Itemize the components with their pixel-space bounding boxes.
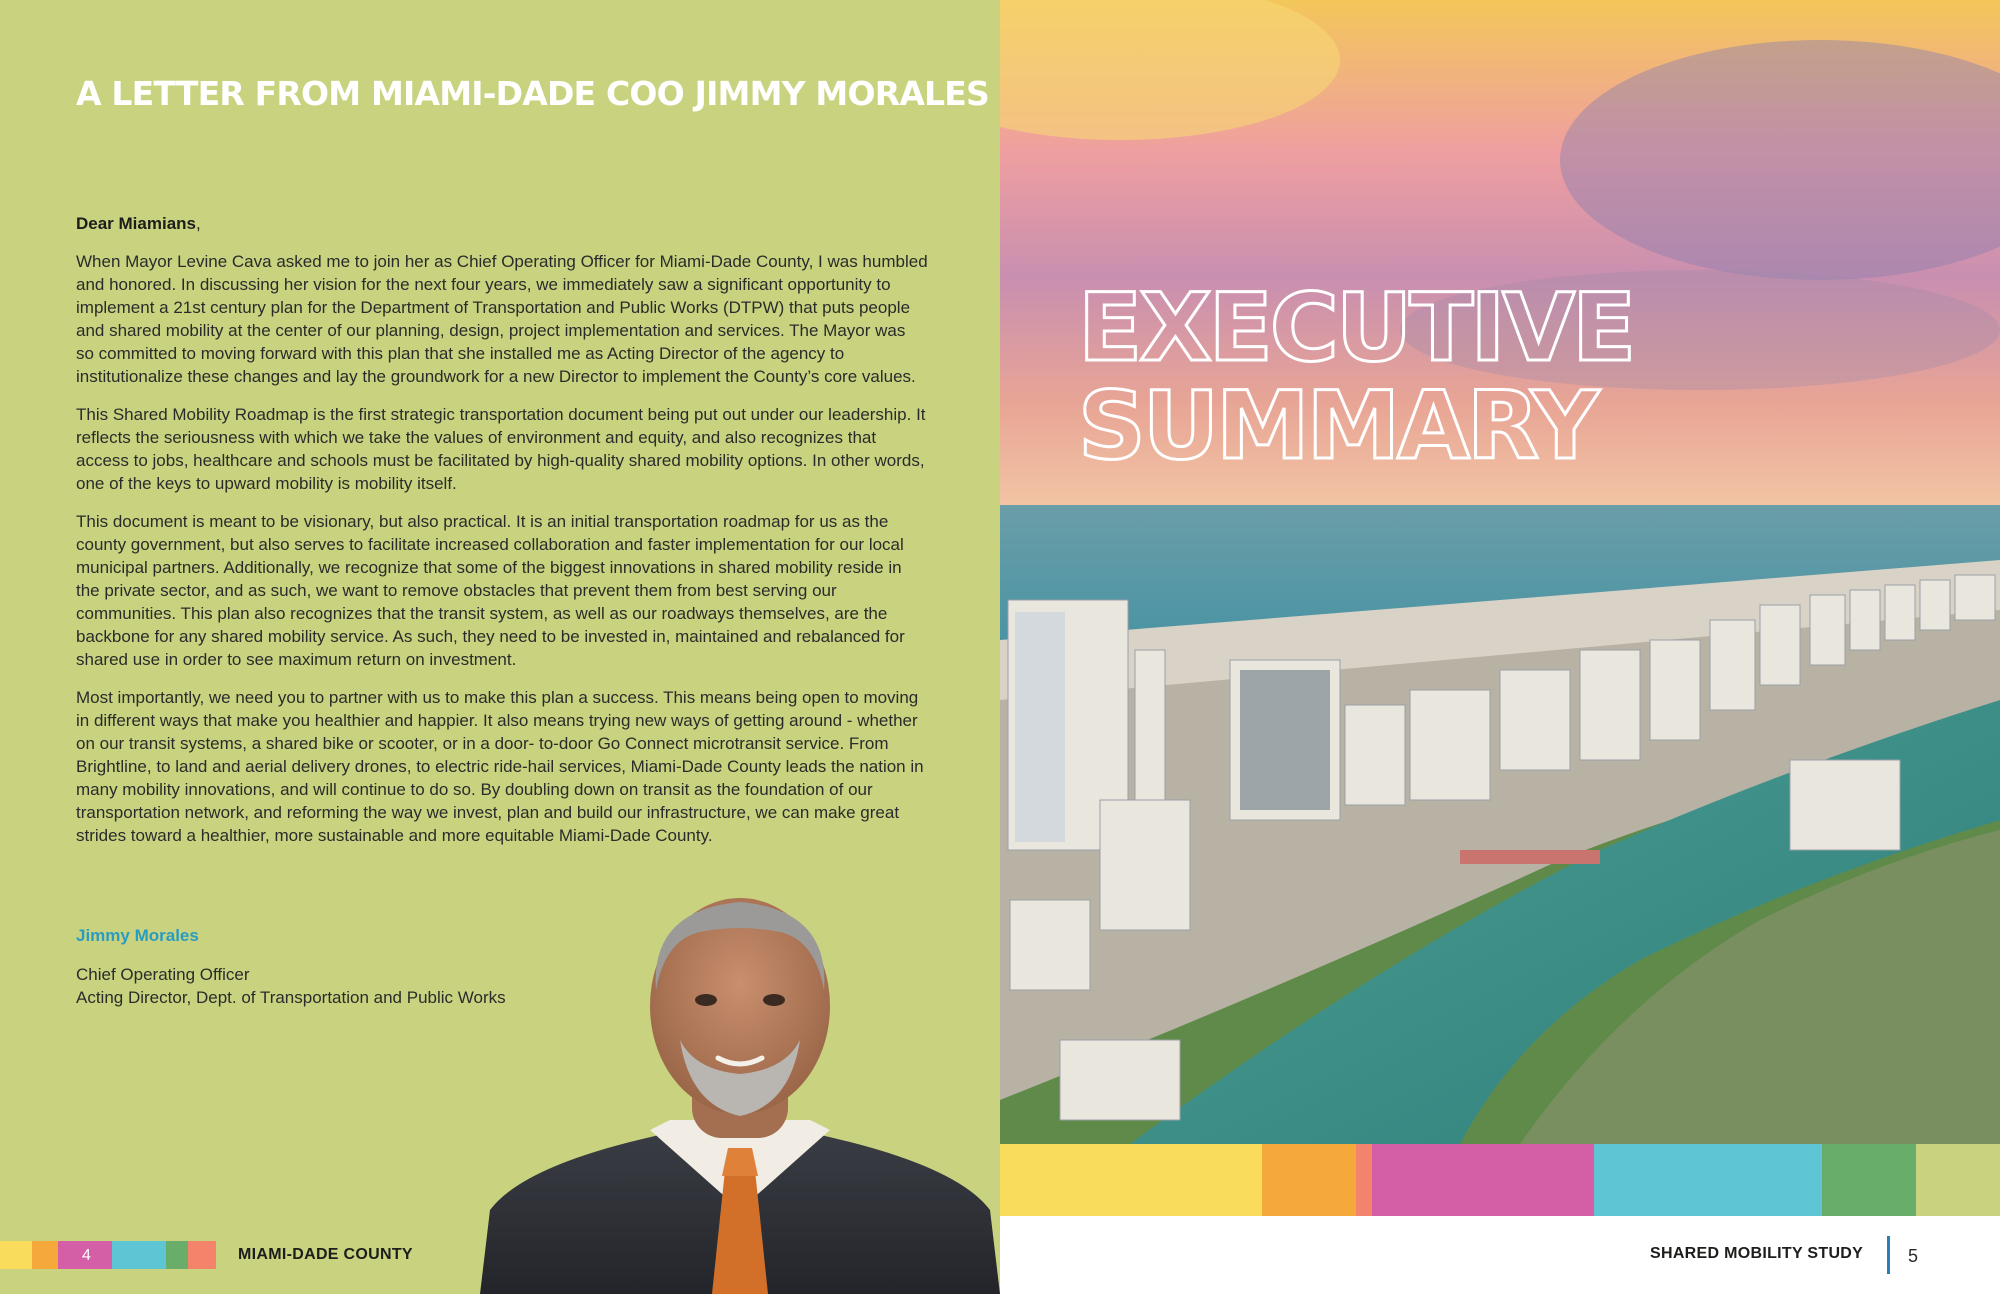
salutation bbox=[76, 214, 201, 234]
letter-paragraph: When Mayor Levine Cava asked me to join her as Chief Operating Officer for Miami-Dade County, I was humbled and honored. In discussing her vision for the next four years, we immediately saw a significant opportunity to implement a 21st century plan for the Department of Transportation and Public Works (DTPW) that puts people and shared mobility at the center of our planning, design, project implementation and services. The Mayor was so committed to moving forward with this plan that she installed me as Acting Director of the agency to institutionalize these changes and lay the groundwork for a new Director to implement the County’s core values. bbox=[76, 252, 928, 386]
color-swatch bbox=[32, 1241, 58, 1269]
letter-paragraph: This document is meant to be visionary, but also practical. It is an initial transportation roadmap for us as the county government, but also serves to facilitate increased collaboration and faster implementation for our local municipal partners. Additionally, we recognize that some of the biggest innovations in shared mobility reside in the private sector, and as such, we want to remove obstacles that prevent them from best serving our communities. This plan also recognizes that the transit system, as well as our roadways themselves, are the backbone for any shared mobility service. As such, they need to be invested in, maintained and rebalanced for shared use in order to see maximum return on investment. bbox=[76, 512, 905, 669]
signature-title-line: Acting Director, Dept. of Transportation and Public Works bbox=[76, 988, 506, 1007]
signature-title-line: Chief Operating Officer bbox=[76, 965, 250, 984]
footer-study-label: SHARED MOBILITY STUDY bbox=[1650, 1245, 1864, 1262]
color-swatch bbox=[1594, 1144, 1822, 1216]
letter-title: A LETTER FROM MIAMI-DADE COO JIMMY MORALES bbox=[76, 74, 989, 113]
color-swatch bbox=[1372, 1144, 1594, 1216]
right-page bbox=[1000, 0, 2000, 1294]
color-band bbox=[1000, 1144, 2000, 1216]
salutation-text: Dear Miamians bbox=[76, 214, 196, 233]
color-swatch bbox=[166, 1241, 188, 1269]
color-swatch bbox=[1916, 1144, 2000, 1216]
footer-divider bbox=[1887, 1236, 1890, 1274]
salutation-comma: , bbox=[196, 214, 201, 233]
footer-color-bar bbox=[0, 1241, 216, 1269]
color-swatch bbox=[1262, 1144, 1356, 1216]
color-swatch bbox=[1822, 1144, 1916, 1216]
letter-body bbox=[76, 250, 928, 862]
signature-name: Jimmy Morales bbox=[76, 926, 199, 945]
page-number-left: 4 bbox=[82, 1247, 91, 1264]
portrait-photo bbox=[480, 880, 1000, 1294]
color-swatch bbox=[1000, 1144, 1262, 1216]
color-swatch bbox=[188, 1241, 216, 1269]
executive-summary-line: EXECUTIVE bbox=[1078, 274, 1634, 383]
color-swatch bbox=[112, 1241, 166, 1269]
executive-summary-title bbox=[1000, 268, 2000, 488]
page-number-right: 5 bbox=[1908, 1246, 1919, 1266]
executive-summary-line: SUMMARY bbox=[1078, 372, 1597, 481]
color-swatch bbox=[1356, 1144, 1372, 1216]
letter-paragraph: This Shared Mobility Roadmap is the first strategic transportation document being put out under our leadership. It reflects the seriousness with which we take the values of environment and equity, and also recognizes that access to jobs, healthcare and schools must be facilitated by high-quality shared mobility options. In other words, one of the keys to upward mobility is mobility itself. bbox=[76, 405, 926, 493]
footer-county-label: MIAMI-DADE COUNTY bbox=[238, 1246, 413, 1263]
color-swatch bbox=[0, 1241, 32, 1269]
miami-beach-aerial-photo bbox=[1000, 0, 2000, 1144]
signature-title bbox=[76, 963, 506, 1009]
letter-paragraph: Most importantly, we need you to partner with us to make this plan a success. This means being open to moving in different ways that make you healthier and happier. It also means trying new ways of getting around - whether on our transit systems, a shared bike or scooter, or in a door- to-door Go Connect microtransit service. From Brightline, to land and aerial delivery drones, to electric ride-hail services, Miami-Dade County leads the nation in many mobility innovations, and will continue to do so. By doubling down on transit as the foundation of our transportation network, and reforming the way we invest, plan and build our infrastructure, we can make great strides toward a healthier, more sustainable and more equitable Miami-Dade County. bbox=[76, 688, 924, 845]
